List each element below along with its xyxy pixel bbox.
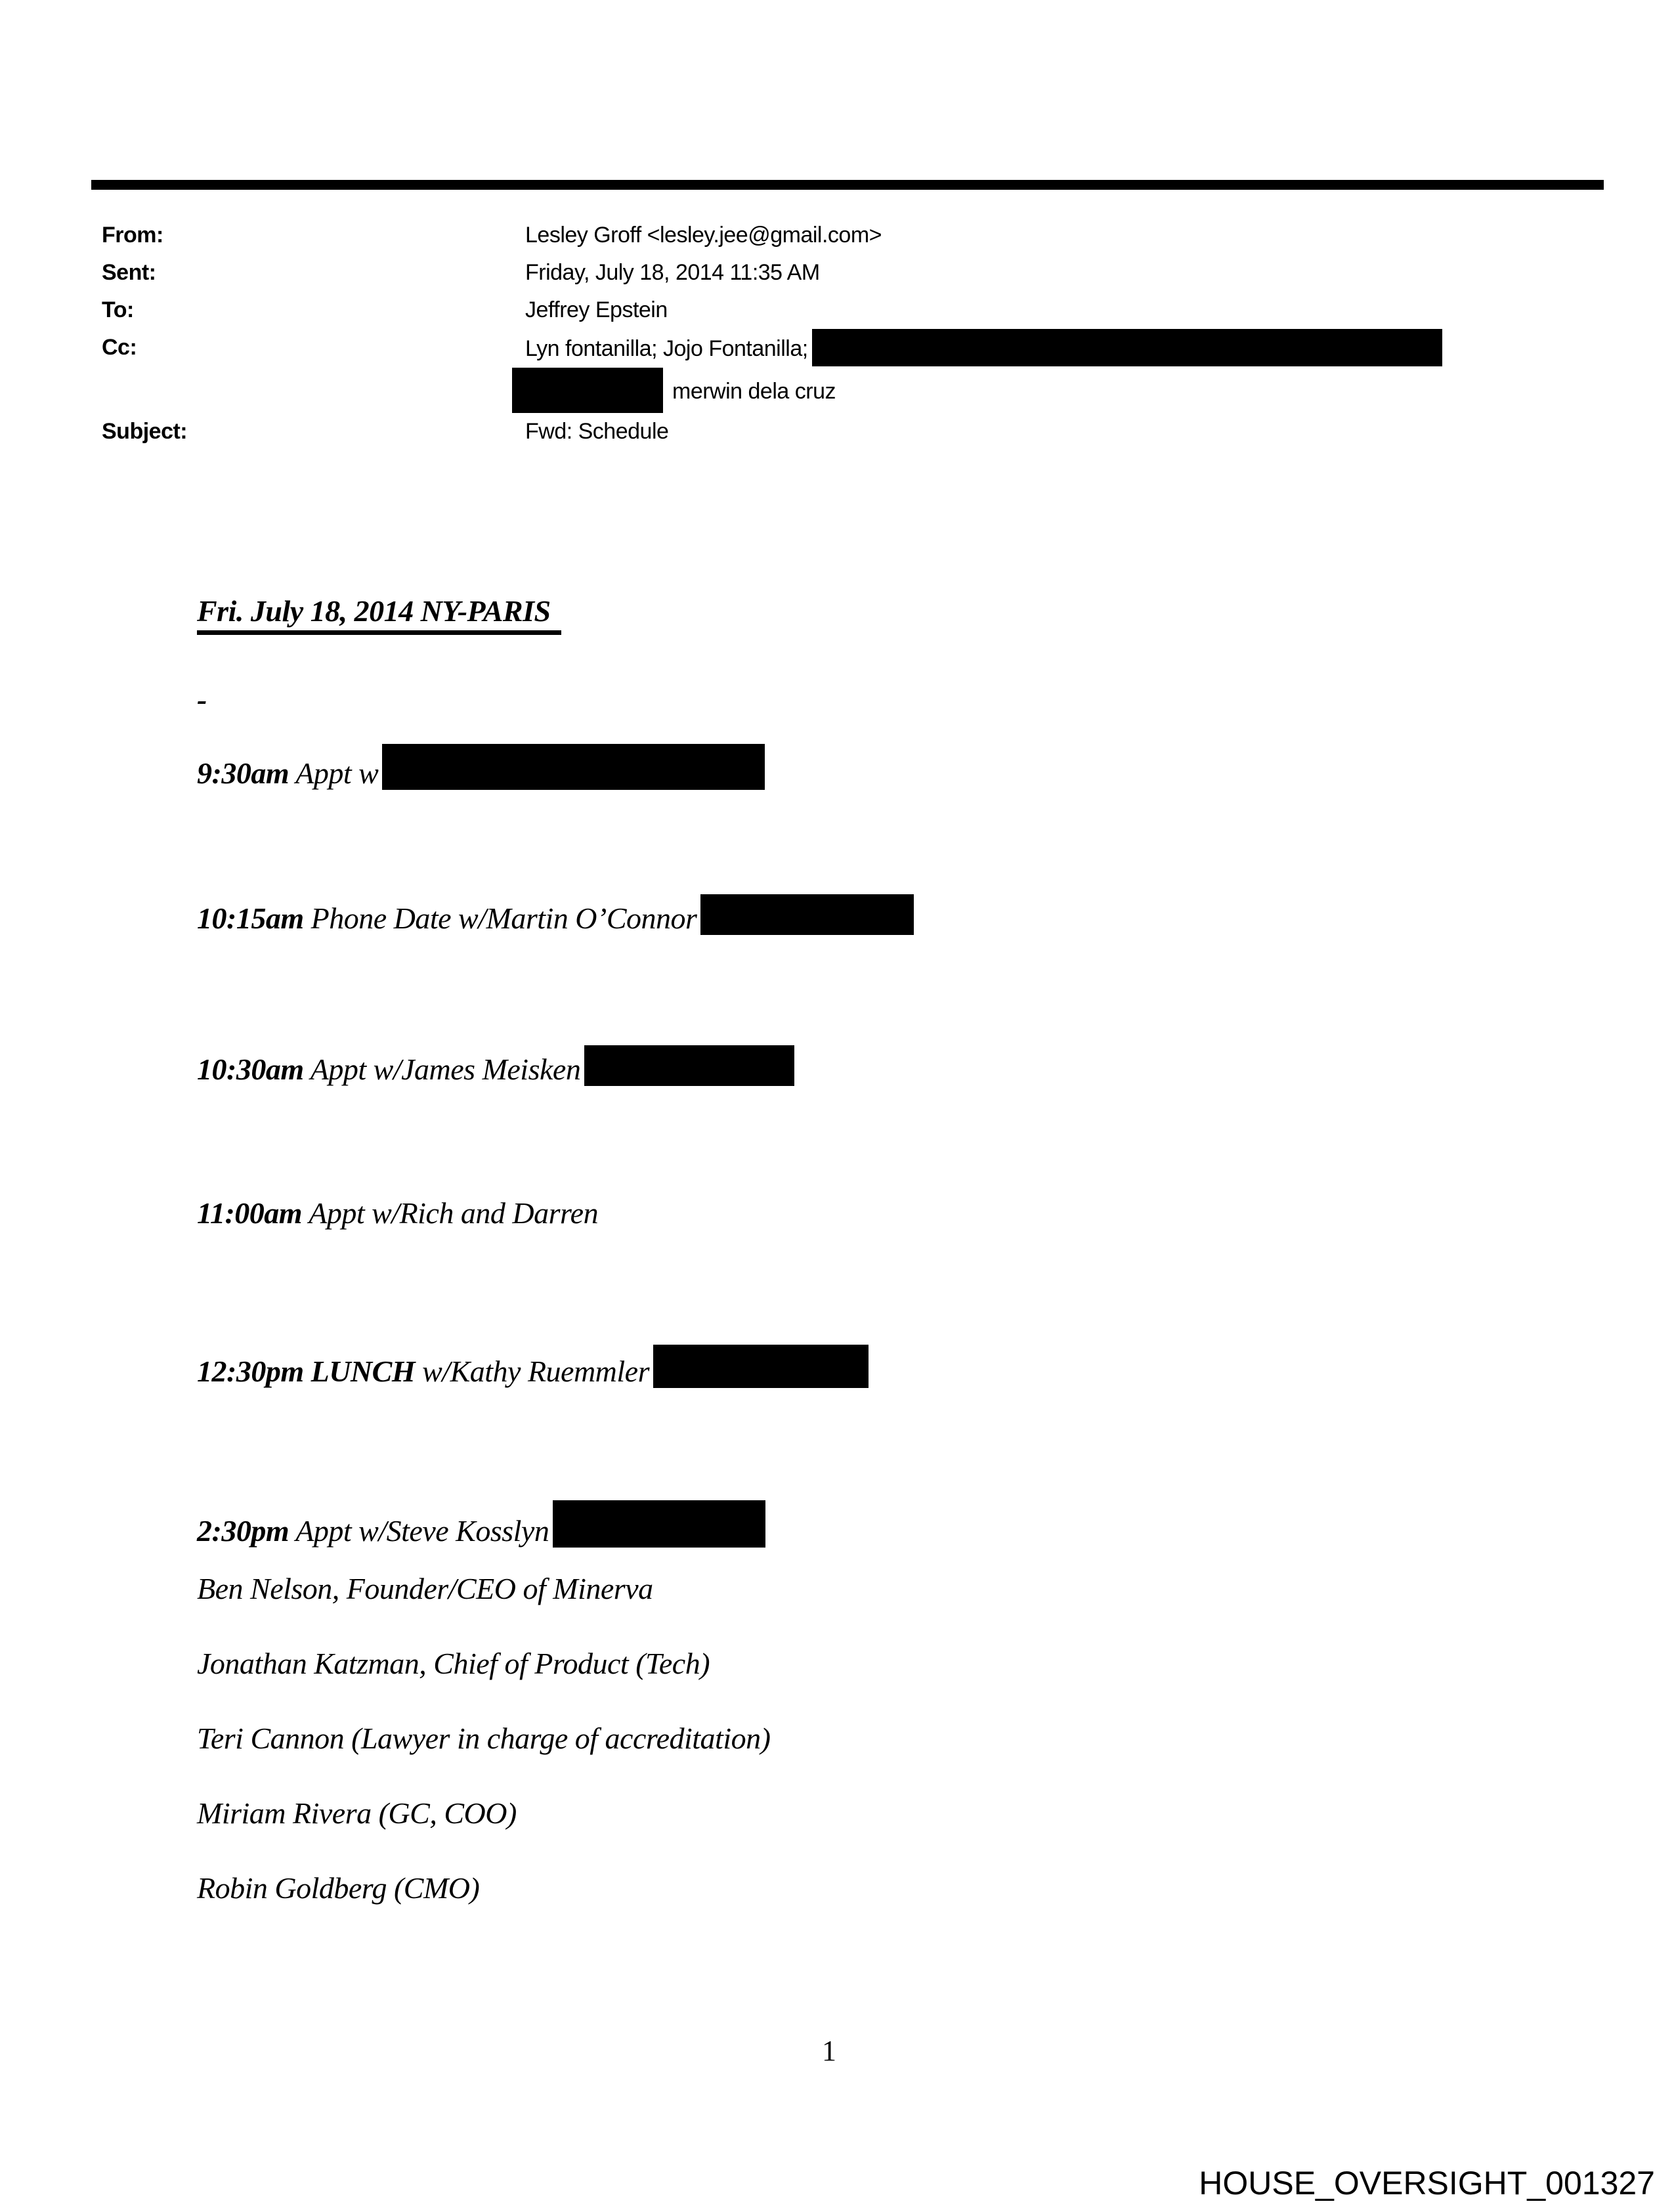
schedule-item-930	[197, 744, 765, 792]
schedule-time: 2:30pm	[197, 1514, 290, 1548]
redaction-bar	[700, 894, 914, 935]
schedule-time: 11:00am	[197, 1196, 303, 1230]
schedule-time: 10:15am	[197, 901, 304, 935]
document-id: HOUSE_OVERSIGHT_001327	[1199, 2165, 1655, 2201]
header-divider-rule	[91, 180, 1604, 190]
schedule-item-230	[197, 1500, 765, 1550]
day-title: Fri. July 18, 2014 NY-PARIS	[197, 594, 561, 635]
header-label-from: From:	[102, 223, 163, 248]
schedule-desc: Phone Date w/Martin O’Connor	[303, 901, 697, 935]
schedule-time: 12:30pm LUNCH	[197, 1355, 416, 1388]
header-value-subject: Fwd: Schedule	[525, 419, 669, 444]
email-header	[102, 217, 1605, 450]
redaction-bar	[653, 1345, 869, 1388]
attendee-line: Miriam Rivera (GC, COO)	[197, 1796, 517, 1830]
header-label-sent: Sent:	[102, 260, 156, 285]
cc-line-1	[525, 329, 1605, 368]
schedule-item-1100	[197, 1195, 598, 1232]
schedule-item-1015	[197, 894, 914, 937]
header-value-sent: Friday, July 18, 2014 11:35 AM	[525, 260, 820, 285]
redaction-bar	[382, 744, 765, 790]
redaction-bar	[512, 368, 663, 413]
redaction-bar	[584, 1045, 794, 1086]
cc-recipient-merwin: merwin dela cruz	[672, 379, 836, 404]
schedule-time: 10:30am	[197, 1052, 304, 1086]
header-label-subject: Subject:	[102, 419, 188, 444]
header-label-cc: Cc:	[102, 335, 137, 360]
day-title-line	[197, 593, 561, 630]
schedule-item-1230	[197, 1345, 869, 1390]
schedule-desc: Appt w/Steve Kosslyn	[289, 1514, 549, 1548]
redaction-bar	[553, 1500, 765, 1548]
schedule-time: 9:30am	[197, 756, 290, 790]
attendee-line: Teri Cannon (Lawyer in charge of accreditation)	[197, 1722, 771, 1755]
schedule-desc: Appt w	[289, 756, 379, 790]
schedule-desc: Appt w/James Meisken	[303, 1052, 581, 1086]
redaction-bar	[812, 329, 1442, 366]
dash-mark: -	[197, 683, 207, 716]
header-label-to: To:	[102, 297, 134, 322]
header-value-from: Lesley Groff <lesley.jee@gmail.com>	[525, 223, 882, 248]
cc-recipients: Lyn fontanilla; Jojo Fontanilla;	[525, 336, 808, 361]
header-value-cc	[525, 329, 1605, 413]
schedule-desc: w/Kathy Ruemmler	[415, 1355, 650, 1388]
schedule-item-1030	[197, 1045, 794, 1088]
header-value-to: Jeffrey Epstein	[525, 297, 668, 322]
attendee-line: Jonathan Katzman, Chief of Product (Tech)	[197, 1647, 710, 1680]
schedule-desc: Appt w/Rich and Darren	[302, 1196, 599, 1230]
attendee-line: Robin Goldberg (CMO)	[197, 1871, 480, 1905]
page-number: 1	[822, 2035, 836, 2067]
attendee-line: Ben Nelson, Founder/CEO of Minerva	[197, 1572, 653, 1605]
cc-line-2	[525, 368, 1605, 413]
